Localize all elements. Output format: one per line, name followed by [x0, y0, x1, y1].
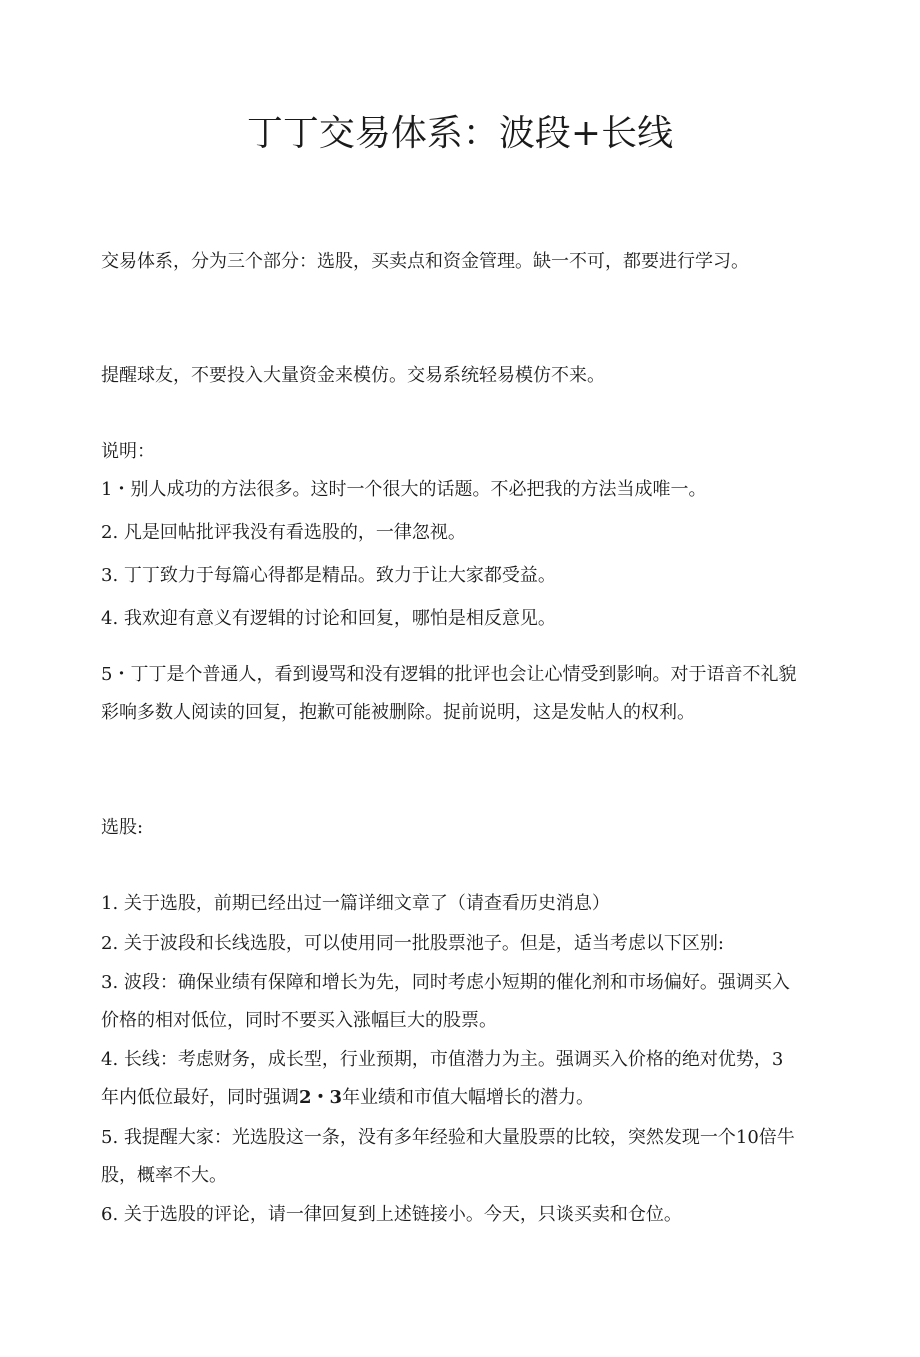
notes-heading: 说明： [101, 441, 155, 462]
note-item: 5・丁丁是个普通人，看到谩骂和没有逻辑的批评也会让心情受到影响。对于语音不礼貌彩响多数人阅读的回复，抱歉可能被删除。捉前说明，这是发帖人的权利。 [101, 664, 797, 723]
selection-item: 1. 关于选股，前期已经出过一篇详细文章了（请查看历史消息） [101, 893, 610, 914]
note-item: 1・别人成功的方法很多。这时一个很大的话题。不必把我的方法当成唯一。 [101, 479, 707, 500]
note-item: 3. 丁丁致力于每篇心得都是精品。致力于让大家都受益。 [101, 565, 556, 586]
note-item: 2. 凡是回帖批评我没有看选股的，一律忽视。 [101, 522, 466, 543]
intro-paragraph: 交易体系，分为三个部分：选股，买卖点和资金管理。缺一不可，都要进行学习。 [101, 251, 749, 272]
selection-item [101, 1041, 801, 1117]
selection-item: 5. 我提醒大家：光选股这一条，没有多年经验和大量股票的比较，突然发现一个10倍牛股，概率不大。 [101, 1127, 795, 1186]
document-title: 丁丁交易体系：波段+长线 [246, 113, 674, 154]
warning-paragraph: 提醒球友，不要投入大量资金来模仿。交易系统轻易模仿不来。 [101, 365, 605, 386]
selection-item: 2. 关于波段和长线选股，可以使用同一批股票池子。但是，适当考虑以下区别: [101, 933, 724, 954]
selection-item: 6. 关于选股的评论，请一律回复到上述链接小。今天，只谈买卖和仓位。 [101, 1204, 682, 1225]
selection-heading: 选股: [101, 817, 144, 838]
selection-item-4-bold: 2・3 [299, 1087, 343, 1108]
selection-item-4-part-b: 年业绩和市值大幅增长的潜力。 [342, 1087, 595, 1108]
note-item: 4. 我欢迎有意义有逻辑的讨论和回复，哪怕是相反意见。 [101, 608, 556, 629]
selection-item: 3. 波段：确保业绩有保障和增长为先，同时考虑小短期的催化剂和市场偏好。强调买入价格的相对低位，同时不要买入涨幅巨大的股票。 [101, 972, 790, 1031]
selection-item-4-part-a: 4. 长线：考虑财务，成长型，行业预期，市值潜力为主。强调买入价格的绝对优势，3年内低位最好，同时强调 [101, 1049, 784, 1108]
